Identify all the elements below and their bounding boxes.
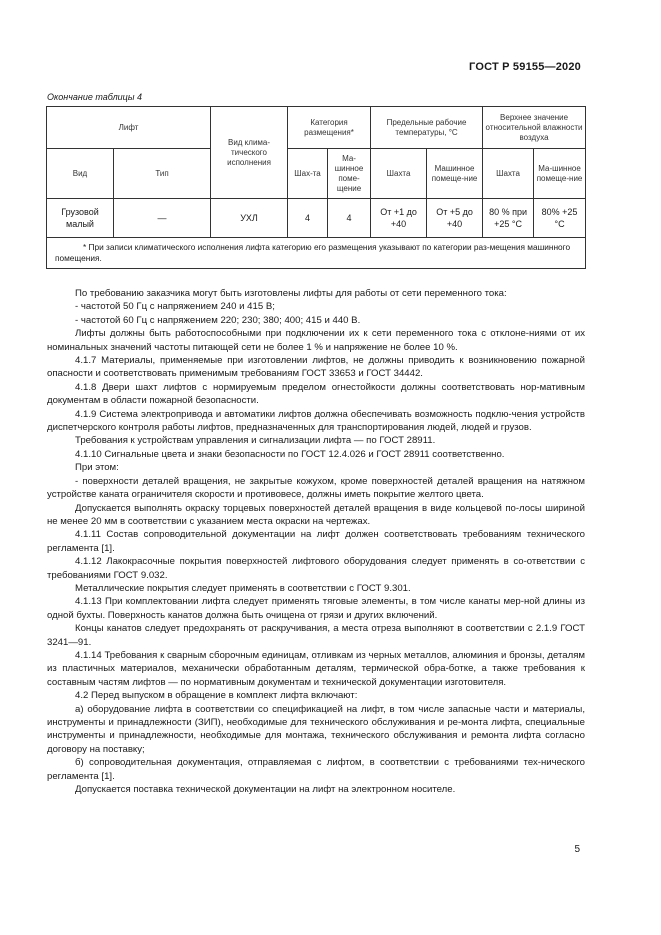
paragraph: 4.1.7 Материалы, применяемые при изготовлении лифтов, не должны приводить к возникновению пожарной опасности и соответствовать применимым требованиям ГОСТ 33653 и ГОСТ 34442. [47, 355, 585, 380]
header-category-machine: Ма-шинное поме-щение [328, 149, 371, 199]
document-code: ГОСТ Р 59155—2020 [469, 61, 581, 73]
table-footnote: * При записи климатического исполнения лифта категорию его размещения указывают по категории раз-мещения машинного помещения. [47, 238, 586, 269]
header-category-shaft: Шах-та [288, 149, 328, 199]
paragraph: 4.1.9 Система электропривода и автоматики лифтов должна обеспечивать возможность подклю-чения устройств диспетчерского контроля работы лифтов, предназначенных для транспортирования людей, людей и грузов. [47, 408, 585, 434]
paragraph: 4.1.13 При комплектовании лифта следует применять тяговые элементы, в том числе канаты мер-ной длины из одной бухты. Поверхность канатов должна быть очищена от грязи и других включений. [47, 596, 585, 621]
header-humidity: Верхнее значение относительной влажности воздуха [483, 107, 586, 149]
cell-humidity-machine: 80% +25 °С [534, 199, 586, 238]
paragraph: Допускается выполнять окраску торцевых поверхностей деталей вращения в виде кольцевой по-лосы шириной не менее 20 мм в соответствии с указанием места окраски на чертежах. [47, 502, 585, 527]
table-4 [46, 106, 586, 269]
cell-category-machine: 4 [328, 199, 371, 238]
cell-category-shaft: 4 [288, 199, 328, 238]
header-temperature-shaft: Шахта [371, 149, 427, 199]
header-temperature: Предельные рабочие температуры, °С [371, 107, 483, 149]
cell-climate: УХЛ [211, 199, 288, 238]
paragraph: а) оборудование лифта в соответствии со спецификацией на лифт, в том числе запасные части и материалы, инструменты и принадлежности (ЗИП), необходимые для технического обслуживания и ре-монта лифта, специальные инструменты и принадлежности, необходимые для монтажа, технического обслуживания и ремонта лифта согласно договору на поставку; [47, 703, 585, 755]
paragraph: 4.1.11 Состав сопроводительной документации на лифт должен соответствовать требованиям технического регламента [1]. [47, 529, 585, 554]
paragraph: - частотой 60 Гц с напряжением 220; 230; 380; 400; 415 и 440 В. [75, 314, 361, 326]
paragraph: Металлические покрытия следует применять в соответствии с ГОСТ 9.301. [75, 582, 411, 594]
paragraph: - частотой 50 Гц с напряжением 240 и 415 В; [75, 301, 275, 313]
paragraph: 4.1.8 Двери шахт лифтов с нормируемым пределом огнестойкости должны соответствовать нор-мативным документам в области пожарной безопасности. [47, 381, 585, 407]
header-lift: Лифт [47, 107, 211, 149]
paragraph: - поверхности деталей вращения, не закрытые кожухом, кроме поверхностей деталей вращения на натяжном устройстве каната ограничителя скорости и противовесе, должны иметь покрытие желтого цвета. [47, 475, 585, 501]
header-humidity-shaft: Шахта [483, 149, 534, 199]
page-number: 5 [574, 844, 580, 855]
table-row [47, 199, 586, 238]
body-text [47, 287, 585, 796]
paragraph: Концы канатов следует предохранять от раскручивания, а места отреза выполняют в соответствии с 2.1.9 ГОСТ 3241—91. [47, 623, 585, 648]
paragraph: 4.1.12 Лакокрасочные покрытия поверхностей лифтового оборудования следует применять в со-ответствии с требованиями ГОСТ 9.032. [47, 556, 585, 581]
header-vid: Вид [47, 149, 114, 199]
cell-humidity-shaft: 80 % при +25 °С [483, 199, 534, 238]
table-caption: Окончание таблицы 4 [47, 92, 142, 102]
paragraph: 4.2 Перед выпуском в обращение в комплект лифта включают: [75, 690, 358, 702]
paragraph: 4.1.14 Требования к сварным сборочным единицам, отливкам из черных металлов, алюминия и бронзы, деталям из пластичных материалов, механически обработанным деталям, термической обра-ботке, а также требования к составным частям лифтов — по нормативным документам и технической документации изготовителя. [47, 649, 585, 688]
paragraph: При этом: [75, 462, 119, 474]
paragraph: Требования к устройствам управления и сигнализации лифта — по ГОСТ 28911. [75, 435, 436, 447]
paragraph: Лифты должны быть работоспособными при подключении их к сети переменного тока с отклоне-ниями от их номинальных значений частоты питающей сети не более 1 % и напряжение не более 10 %. [47, 328, 585, 353]
paragraph: 4.1.10 Сигнальные цвета и знаки безопасности по ГОСТ 12.4.026 и ГОСТ 28911 соответственно. [75, 448, 505, 460]
header-tip: Тип [114, 149, 211, 199]
paragraph: б) сопроводительная документация, отправляемая с лифтом, в соответствии с требованиями тех-нического регламента [1]. [47, 757, 585, 782]
cell-vid: Грузовой малый [47, 199, 114, 238]
header-temperature-machine: Машинное помеще-ние [427, 149, 483, 199]
header-humidity-machine: Ма-шинное помеще-ние [534, 149, 586, 199]
cell-temperature-shaft: От +1 до +40 [371, 199, 427, 238]
cell-temperature-machine: От +5 до +40 [427, 199, 483, 238]
paragraph: Допускается поставка технической документации на лифт на электронном носителе. [75, 784, 456, 796]
header-climate: Вид клима-тического исполнения [211, 107, 288, 199]
paragraph: По требованию заказчика могут быть изготовлены лифты для работы от сети переменного тока: [75, 288, 507, 299]
cell-tip: — [114, 199, 211, 238]
header-category: Категория размещения* [288, 107, 371, 149]
